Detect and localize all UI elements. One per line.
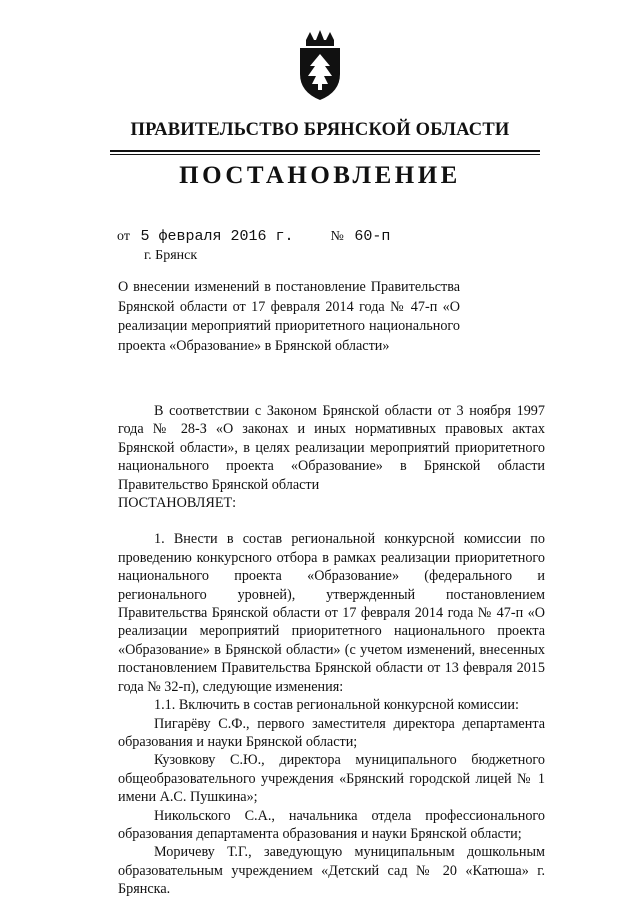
- document-number: 60-п: [354, 228, 391, 245]
- member-paragraph: Никольского С.А., начальника отдела профессионального образования департамента образования и науки Брянской области;: [118, 807, 545, 842]
- coat-of-arms-icon: [292, 30, 348, 102]
- organization-title: ПРАВИТЕЛЬСТВО БРЯНСКОЙ ОБЛАСТИ: [130, 120, 510, 140]
- document-date: 5 февраля 2016 г.: [140, 228, 294, 245]
- item-1-1-paragraph: 1.1. Включить в состав региональной конкурсной комиссии:: [154, 697, 519, 714]
- preamble-paragraph: В соответствии с Законом Брянской области от 3 ноября 1997 года № 28-З «О законах и иных нормативных правовых актах Брянской области», в целях реализации мероприятий приоритетного национального проекта «Образование» в Брянской области Правительство Брянской области: [118, 403, 545, 493]
- date-number-line: [117, 228, 390, 245]
- member-paragraph: Кузовкову С.Ю., директора муниципального бюджетного общеобразовательного учреждения «Брянский городской лицей № 1 имени А.С. Пушкина»;: [118, 752, 545, 806]
- document-body: [118, 402, 545, 899]
- header-rule-thick: [110, 150, 540, 152]
- member-paragraph: Моричеву Т.Г., заведующую муниципальным дошкольным образовательным учреждением «Детский сад № 20 «Катюша» г. Брянска.: [118, 844, 545, 898]
- document-subject: О внесении изменений в постановление Правительства Брянской области от 17 февраля 2014 года № 47-п «О реализации мероприятий приоритетного национального проекта «Образование» в Брянской области»: [118, 279, 460, 354]
- crown-icon: [306, 30, 334, 46]
- document-city: г. Брянск: [144, 248, 198, 263]
- resolves-word: ПОСТАНОВЛЯЕТ:: [118, 495, 237, 512]
- member-paragraph: Пигарёву С.Ф., первого заместителя директора департамента образования и науки Брянской области;: [118, 715, 545, 750]
- number-prefix: №: [330, 229, 344, 244]
- item-1-paragraph: 1. Внести в состав региональной конкурсной комиссии по проведению конкурсного отбора в рамках реализации приоритетного национального проекта «Образование» (федерального и регионального уровней), утвержденный постановлением Правительства Брянской области от 17 февраля 2014 года № 47-п «О реализации мероприятий приоритетного национального проекта «Образование» в Брянской области» (с учетом изменений, внесенных постановлением Правительства Брянской области от 13 февраля 2015 года № 32-п), следующие изменения:: [118, 531, 545, 695]
- date-prefix: от: [117, 229, 130, 244]
- header-rule-thin: [110, 154, 540, 155]
- document-type-title: ПОСТАНОВЛЕНИЕ: [179, 162, 461, 189]
